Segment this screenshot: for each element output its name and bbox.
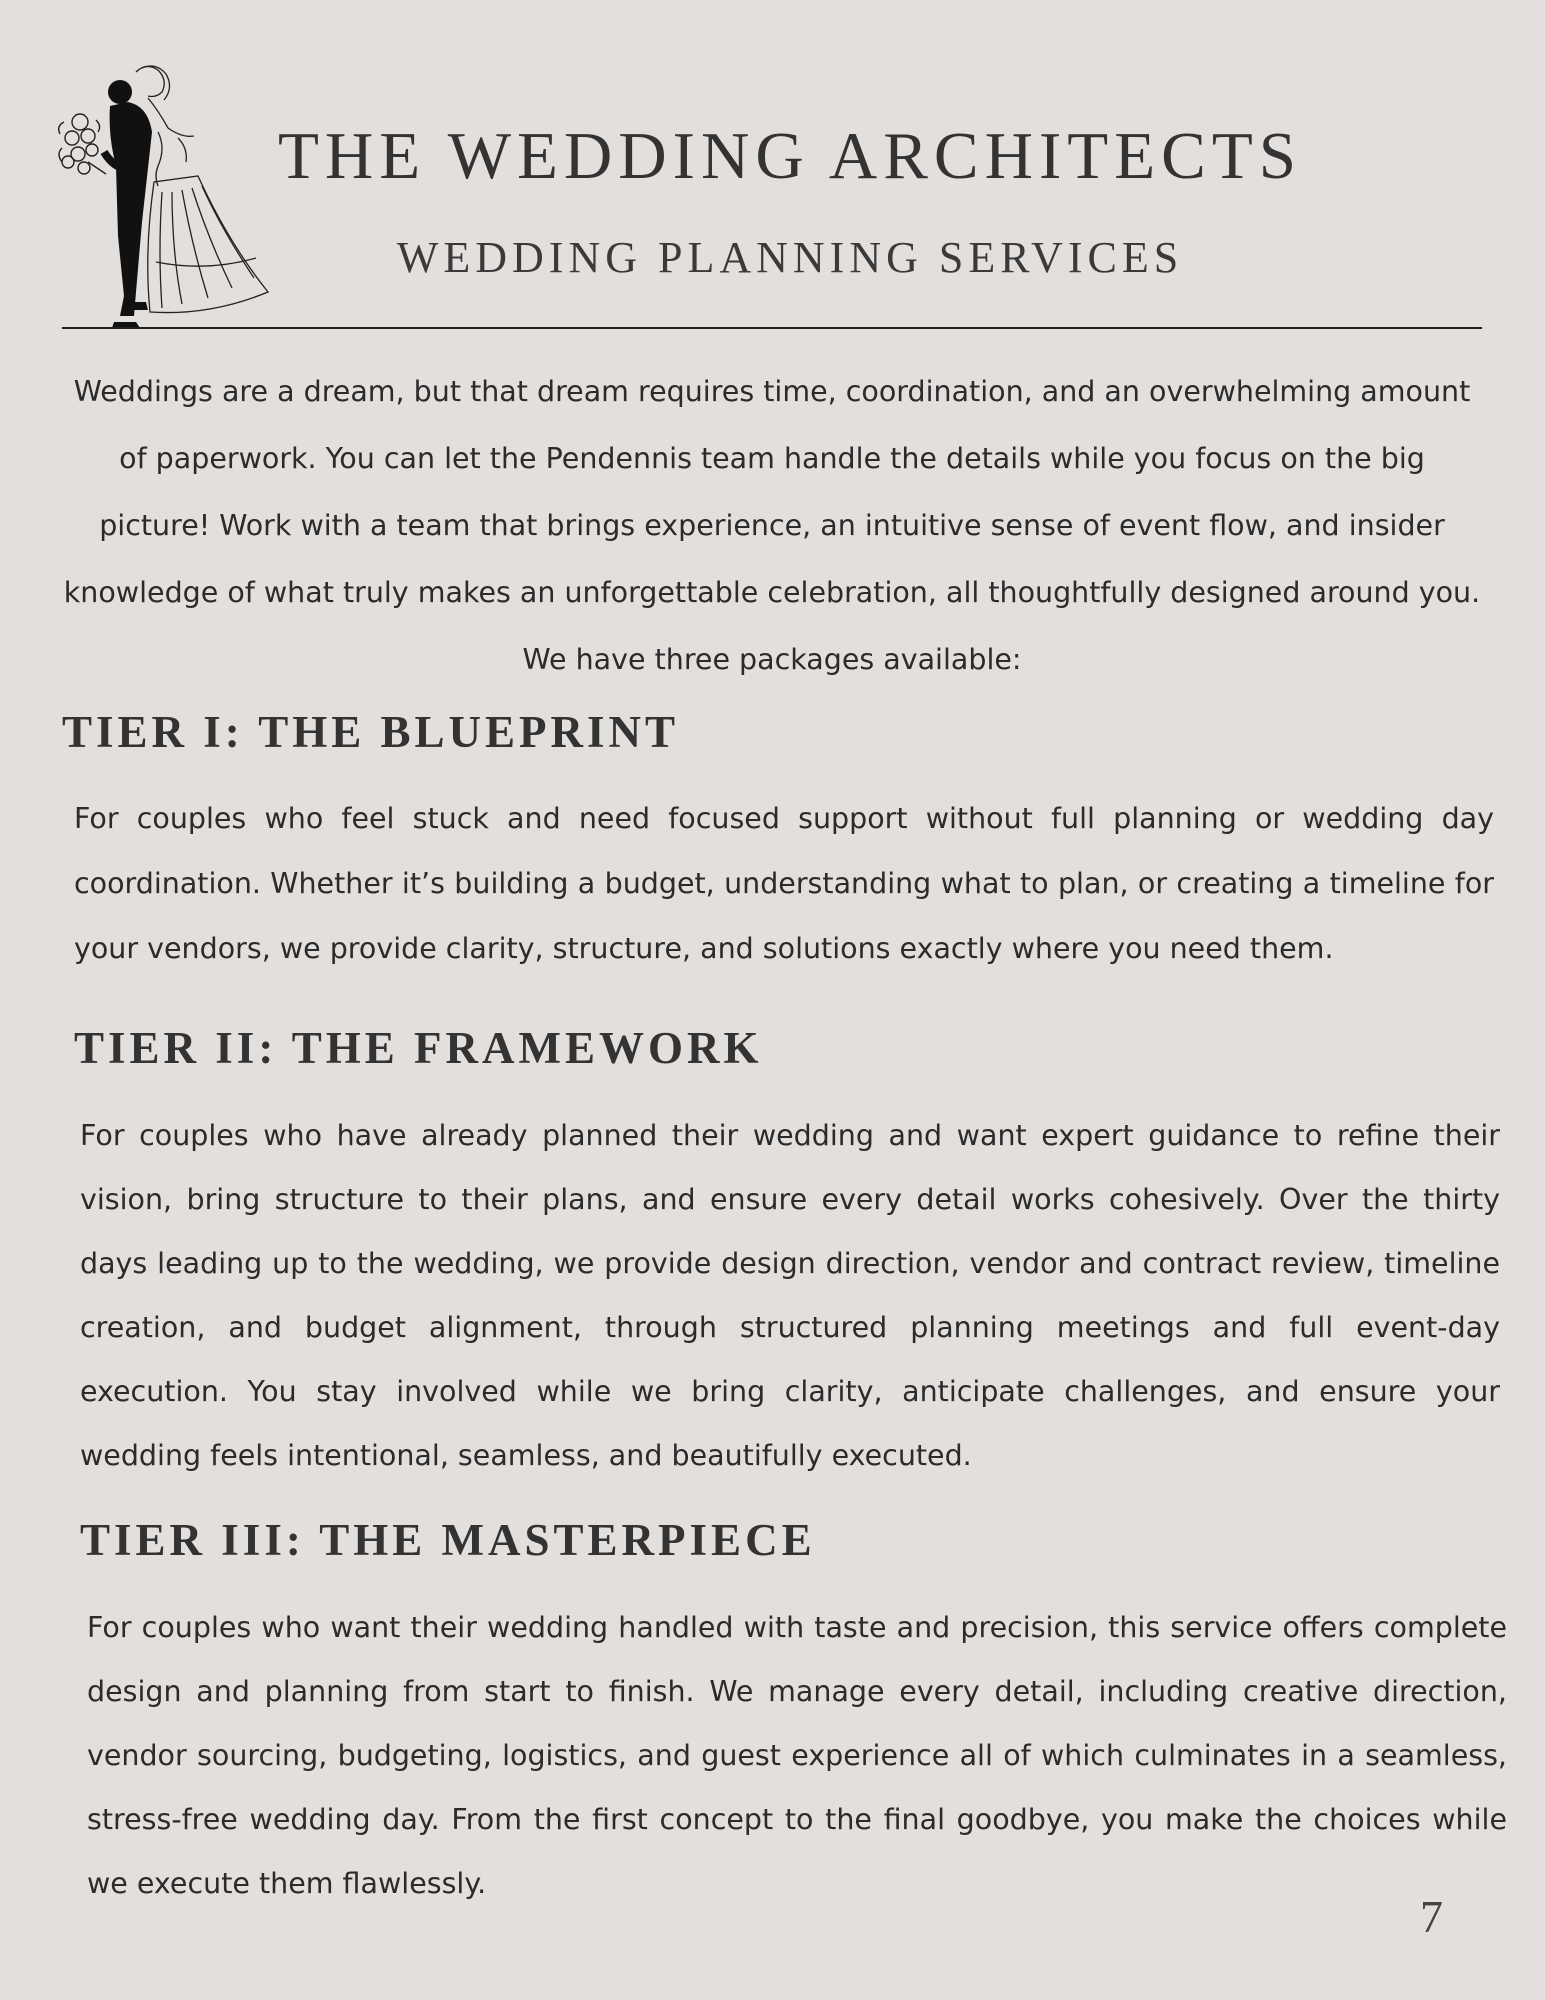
tier-1-description: For couples who feel stuck and need focused support without full planning or wedding day coordination. Whether it’s building a budget, understanding what to plan, or creating a timeline for your vendors, we provide clarity, structure, and solutions exactly where you need them.: [74, 802, 1494, 965]
bride-and-groom-illustration: [58, 62, 290, 332]
header-divider: [62, 327, 1482, 329]
page-title: THE WEDDING ARCHITECTS: [277, 119, 1303, 193]
page-number: 7: [1420, 1891, 1443, 1942]
tier-3-heading: TIER III: THE MASTERPIECE: [80, 1515, 816, 1565]
intro-section: [62, 358, 1482, 693]
intro-paragraph: Weddings are a dream, but that dream requires time, coordination, and an overwhelming amount of paperwork. You can let the Pendennis team handle the details while you focus on the big picture! Work with a team that brings experience, an intuitive sense of event flow, and insider knowledge of what truly makes an unforgettable celebration, all thoughtfully designed around you.: [63, 375, 1481, 609]
tier-3-description: For couples who want their wedding handled with taste and precision, this service offers complete design and planning from start to finish. We manage every detail, including creative direction, vendor sourcing, budgeting, logistics, and guest experience all of which culminates in a seamless, stress-free wedding day. From the first concept to the final goodbye, you make the choices while we execute them flawlessly.: [87, 1611, 1507, 1900]
tier-2-heading: TIER II: THE FRAMEWORK: [74, 1023, 763, 1073]
packages-line: We have three packages available:: [522, 643, 1022, 676]
page-subtitle: WEDDING PLANNING SERVICES: [396, 233, 1184, 282]
tier-1-heading: TIER I: THE BLUEPRINT: [62, 707, 680, 757]
tier-2-description: For couples who have already planned their wedding and want expert guidance to refine their vision, bring structure to their plans, and ensure every detail works cohesively. Over the thirty days leading up to the wedding, we provide design direction, vendor and contract review, timeline creation, and budget alignment, through structured planning meetings and full event-day execution. You stay involved while we bring clarity, anticipate challenges, and ensure your wedding feels intentional, seamless, and beautifully executed.: [80, 1119, 1500, 1472]
